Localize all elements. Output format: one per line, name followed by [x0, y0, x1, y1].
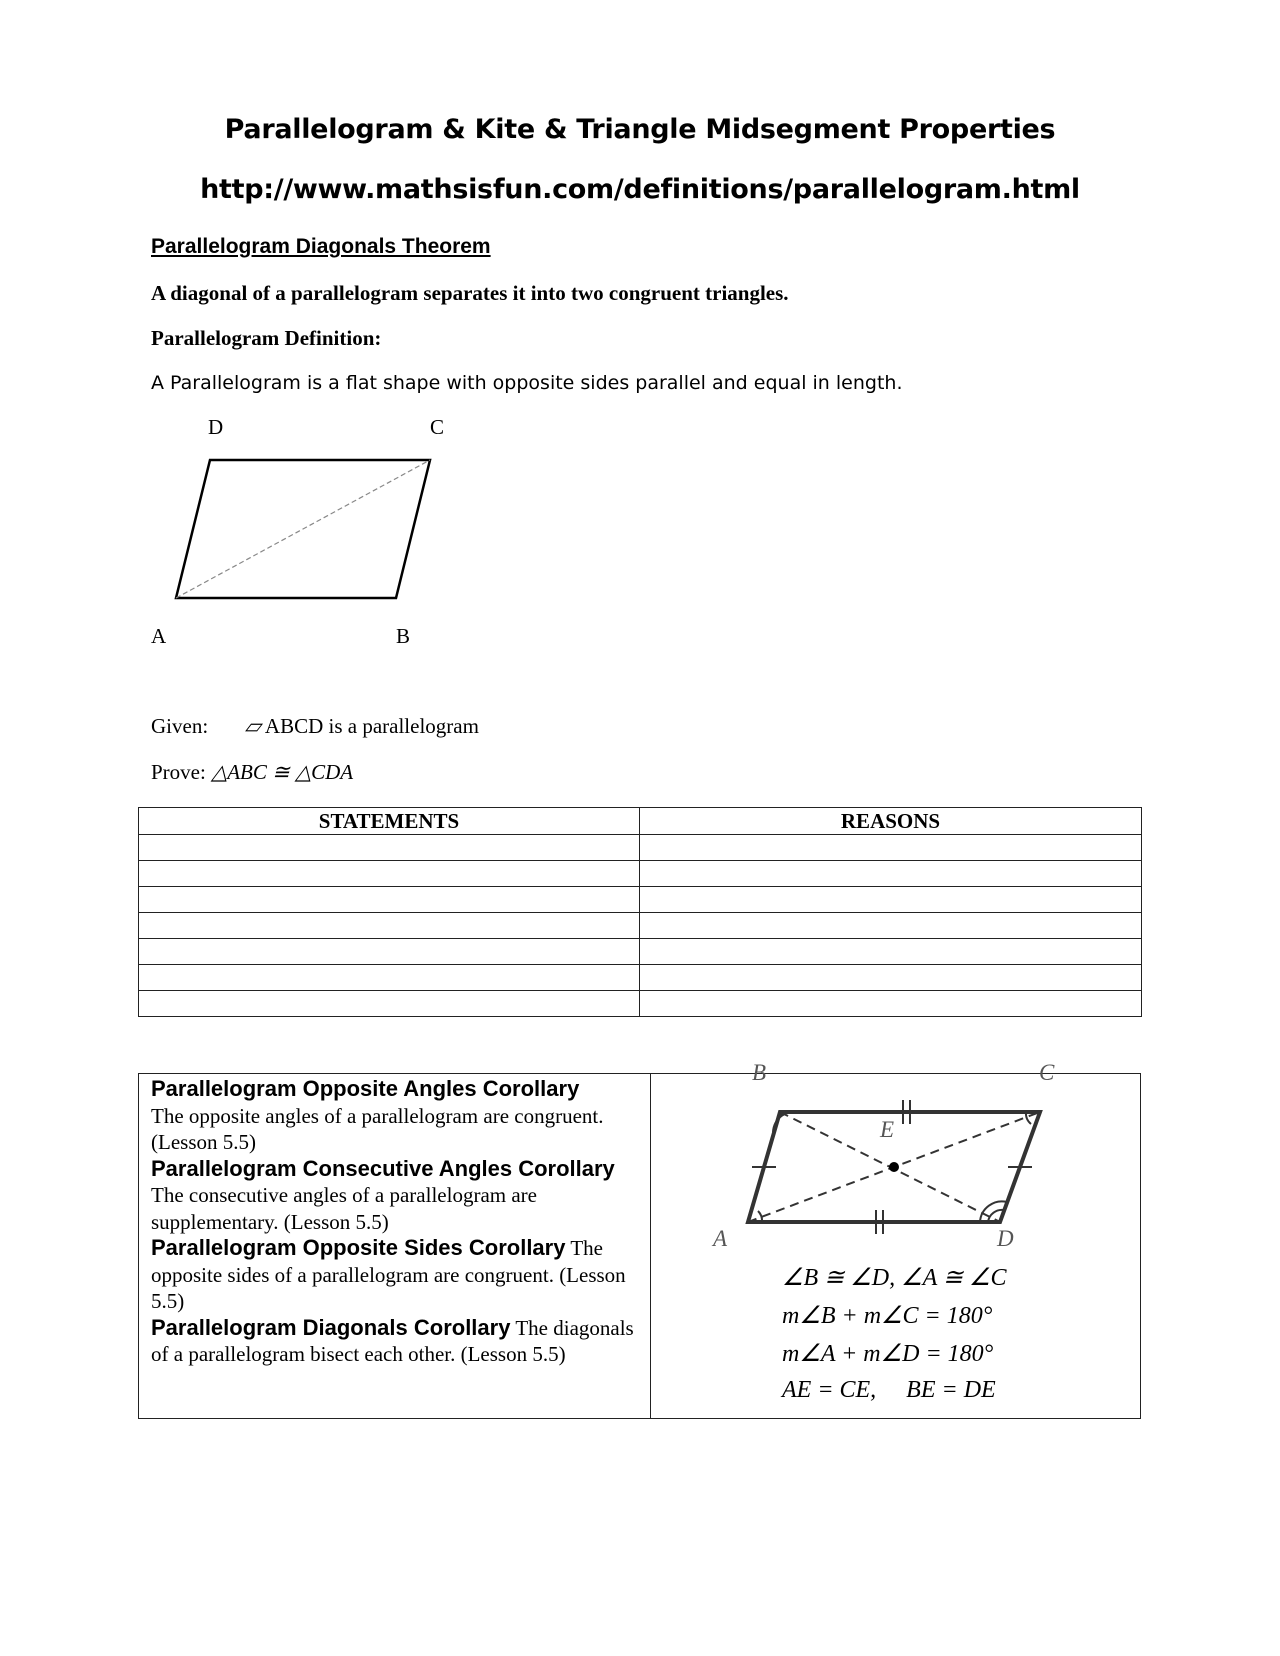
- parallelogram-marked-figure: [700, 1070, 1080, 1260]
- parallelogram-symbol-icon: ▱: [244, 714, 261, 738]
- prove-label: Prove:: [151, 760, 206, 784]
- definition-text: A Parallelogram is a flat shape with opposite sides parallel and equal in length.: [151, 372, 903, 394]
- theorem-statement: A diagonal of a parallelogram separates it into two congruent triangles.: [151, 281, 789, 305]
- equation-supplementary-bc: m∠B + m∠C = 180°: [782, 1303, 993, 1329]
- statement-cell[interactable]: [139, 861, 640, 887]
- proof-table: [138, 807, 1142, 1017]
- table-row: [139, 887, 1142, 913]
- corollary-opposite-angles: [151, 1076, 641, 1156]
- statement-cell[interactable]: [139, 991, 640, 1017]
- corollary-text: The consecutive angles of a parallelogram are supplementary. (Lesson 5.5): [151, 1183, 537, 1234]
- reason-cell[interactable]: [640, 939, 1142, 965]
- source-url: http://www.mathsisfun.com/definitions/parallelogram.html: [200, 174, 1080, 205]
- prove-text: △ABC ≅ △CDA: [211, 760, 354, 784]
- table-row: [139, 835, 1142, 861]
- table-row: [139, 965, 1142, 991]
- theorem-heading: Parallelogram Diagonals Theorem: [151, 235, 491, 258]
- reason-cell[interactable]: [640, 991, 1142, 1017]
- reason-cell[interactable]: [640, 861, 1142, 887]
- corollary-text: The opposite angles of a parallelogram are congruent. (Lesson 5.5): [151, 1103, 604, 1154]
- table-row: [139, 939, 1142, 965]
- vertex-label-c: C: [1039, 1060, 1055, 1085]
- vertex-label-d: D: [997, 1226, 1014, 1251]
- vertex-label-a: A: [151, 624, 167, 648]
- equation-supplementary-ad: m∠A + m∠D = 180°: [782, 1341, 994, 1367]
- page-title: Parallelogram & Kite & Triangle Midsegment Properties: [224, 114, 1056, 145]
- vertex-label-b: B: [396, 624, 411, 648]
- reason-cell[interactable]: [640, 913, 1142, 939]
- reason-cell[interactable]: [640, 887, 1142, 913]
- diagonal-ac: [176, 460, 430, 598]
- vertex-label-c: C: [430, 415, 445, 439]
- definition-heading: Parallelogram Definition:: [151, 326, 382, 350]
- vertex-label-d: D: [208, 415, 224, 439]
- table-row: [139, 861, 1142, 887]
- statement-cell[interactable]: [139, 913, 640, 939]
- statement-cell[interactable]: [139, 939, 640, 965]
- corollary-consecutive-angles: [151, 1156, 641, 1236]
- reason-cell[interactable]: [640, 835, 1142, 861]
- equation-congruent-angles: ∠B ≅ ∠D, ∠A ≅ ∠C: [782, 1265, 1007, 1291]
- box-divider: [650, 1074, 651, 1418]
- reason-cell[interactable]: [640, 965, 1142, 991]
- corollary-title: Parallelogram Consecutive Angles Corollary: [151, 1155, 615, 1181]
- corollary-text: The opposite sides of a parallelogram are congruent. (Lesson 5.5): [151, 1236, 626, 1313]
- statement-cell[interactable]: [139, 887, 640, 913]
- table-row: [139, 991, 1142, 1017]
- corollary-title: Parallelogram Opposite Angles Corollary: [151, 1076, 580, 1101]
- vertex-label-a: A: [713, 1226, 728, 1251]
- midpoint-label-e: E: [880, 1117, 895, 1142]
- parallelogram-figure: [160, 450, 460, 610]
- corollary-title: Parallelogram Diagonals Corollary: [151, 1314, 511, 1340]
- prove-line: [151, 760, 353, 785]
- corollary-opposite-sides: [151, 1235, 641, 1315]
- given-label: Given:: [151, 714, 209, 738]
- table-row: [139, 913, 1142, 939]
- midpoint-e: [889, 1162, 899, 1172]
- reasons-header: REASONS: [640, 808, 1142, 835]
- statements-header: STATEMENTS: [139, 808, 640, 835]
- corollary-title: Parallelogram Opposite Sides Corollary: [151, 1235, 566, 1260]
- vertex-label-b: B: [752, 1060, 767, 1085]
- corollary-text: The diagonals of a parallelogram bisect each other. (Lesson 5.5): [151, 1315, 634, 1366]
- given-text: ABCD is a parallelogram: [264, 714, 479, 738]
- statement-cell[interactable]: [139, 965, 640, 991]
- given-line: [151, 714, 479, 739]
- corollary-diagonals: [151, 1315, 641, 1368]
- statement-cell[interactable]: [139, 835, 640, 861]
- corollaries-text: [151, 1076, 641, 1368]
- equation-bisect: AE = CE, BE = DE: [782, 1377, 996, 1403]
